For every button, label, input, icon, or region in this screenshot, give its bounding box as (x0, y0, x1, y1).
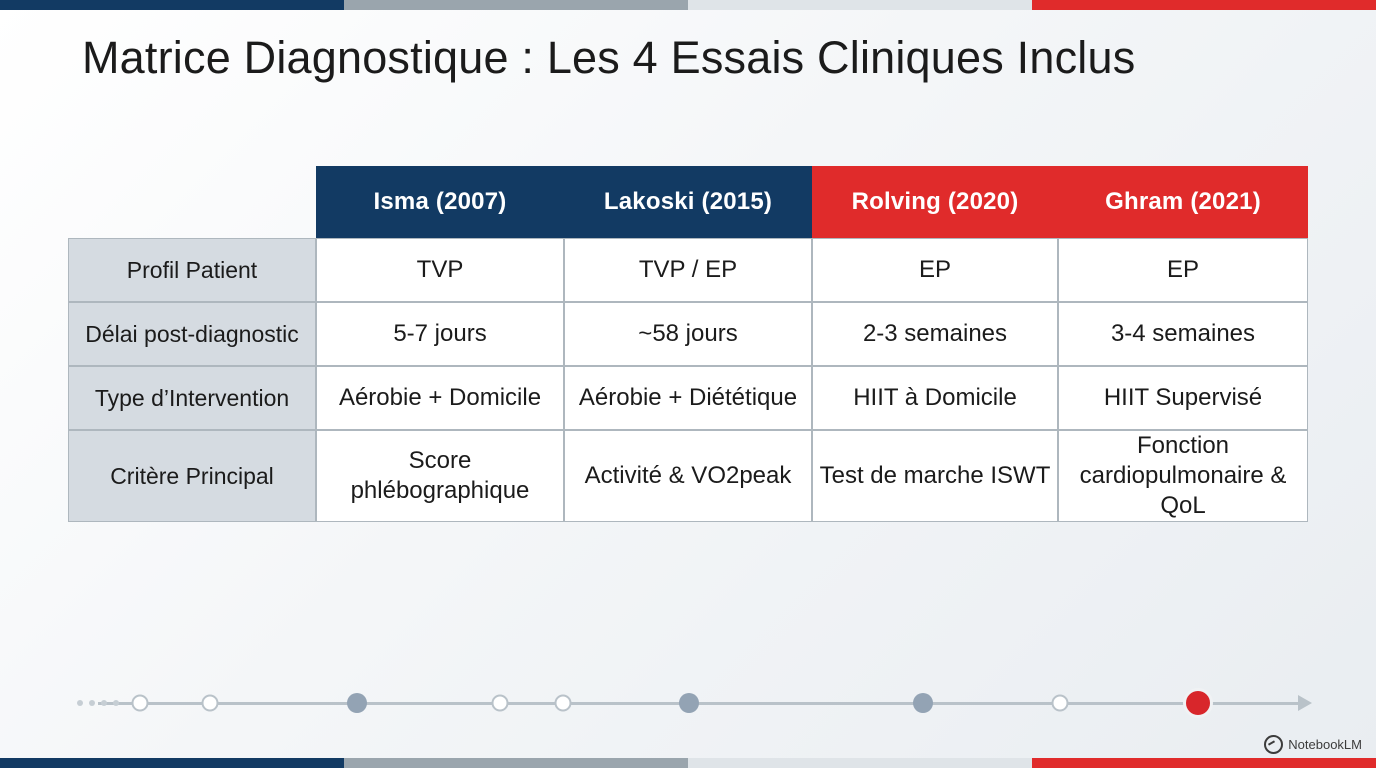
timeline-dot-13[interactable] (1183, 688, 1213, 718)
cell-delai-ghram: 3-4 semaines (1058, 302, 1308, 366)
cell-profil-lakoski: TVP / EP (564, 238, 812, 302)
table-row (68, 366, 1308, 430)
notebooklm-brand (1264, 735, 1362, 754)
table-row (68, 238, 1308, 302)
table-header-row (68, 166, 1308, 238)
cell-delai-isma: 5-7 jours (316, 302, 564, 366)
comparison-table (68, 166, 1308, 522)
cell-delai-lakoski: ~58 jours (564, 302, 812, 366)
row-label-type-intervention: Type d’Intervention (68, 366, 316, 430)
cell-type-rolving: HIIT à Domicile (812, 366, 1058, 430)
table-row (68, 302, 1308, 366)
timeline-dot-11[interactable] (913, 693, 933, 713)
timeline-arrow-icon (1298, 695, 1312, 711)
row-label-critere-principal: Critère Principal (68, 430, 316, 522)
timeline-dot-2[interactable] (89, 700, 95, 706)
table-row (68, 430, 1308, 522)
cell-profil-ghram: EP (1058, 238, 1308, 302)
column-header-lakoski (564, 166, 812, 238)
column-header-ghram (1058, 166, 1308, 238)
column-header-rolving (812, 166, 1058, 238)
timeline-dot-4[interactable] (113, 700, 119, 706)
column-header-rolving-label: Rolving (2020) (851, 188, 1019, 215)
row-label-profil-patient: Profil Patient (68, 238, 316, 302)
cell-type-lakoski: Aérobie + Diététique (564, 366, 812, 430)
cell-profil-isma: TVP (316, 238, 564, 302)
accent-segment-red (1032, 0, 1376, 10)
timeline-dot-9[interactable] (555, 695, 572, 712)
accent-segment-light (688, 758, 1032, 768)
progress-timeline[interactable] (70, 688, 1330, 720)
table-corner-cell (68, 166, 316, 238)
top-accent-bar (0, 0, 1376, 10)
accent-segment-navy (0, 758, 344, 768)
timeline-dot-5[interactable] (132, 695, 149, 712)
cell-profil-rolving: EP (812, 238, 1058, 302)
accent-segment-light (688, 0, 1032, 10)
row-label-delai-post-diagnostic: Délai post-diagnostic (68, 302, 316, 366)
cell-critere-rolving: Test de marche ISWT (812, 430, 1058, 522)
slide-title: Matrice Diagnostique : Les 4 Essais Cliniques Inclus (82, 32, 1136, 83)
cell-critere-isma: Score phlébographique (316, 430, 564, 522)
cell-critere-lakoski: Activité & VO2peak (564, 430, 812, 522)
bottom-accent-bar (0, 758, 1376, 768)
column-header-lakoski-label: Lakoski (2015) (603, 188, 773, 215)
timeline-track (98, 702, 1303, 705)
timeline-dot-7[interactable] (347, 693, 367, 713)
timeline-dot-6[interactable] (202, 695, 219, 712)
cell-critere-ghram: Fonction cardiopulmonaire & QoL (1058, 430, 1308, 522)
timeline-dot-1[interactable] (77, 700, 83, 706)
cell-type-ghram: HIIT Supervisé (1058, 366, 1308, 430)
accent-segment-gray (344, 0, 688, 10)
cell-delai-rolving: 2-3 semaines (812, 302, 1058, 366)
column-header-ghram-label: Ghram (2021) (1105, 188, 1261, 215)
accent-segment-red (1032, 758, 1376, 768)
column-header-isma (316, 166, 564, 238)
column-header-isma-label: Isma (2007) (373, 188, 507, 215)
timeline-dot-8[interactable] (492, 695, 509, 712)
timeline-dot-10[interactable] (679, 693, 699, 713)
cell-type-isma: Aérobie + Domicile (316, 366, 564, 430)
timeline-dot-3[interactable] (101, 700, 107, 706)
notebooklm-brand-label: NotebookLM (1288, 737, 1362, 752)
accent-segment-gray (344, 758, 688, 768)
notebooklm-logo-icon (1264, 735, 1283, 754)
timeline-dot-12[interactable] (1052, 695, 1069, 712)
accent-segment-navy (0, 0, 344, 10)
